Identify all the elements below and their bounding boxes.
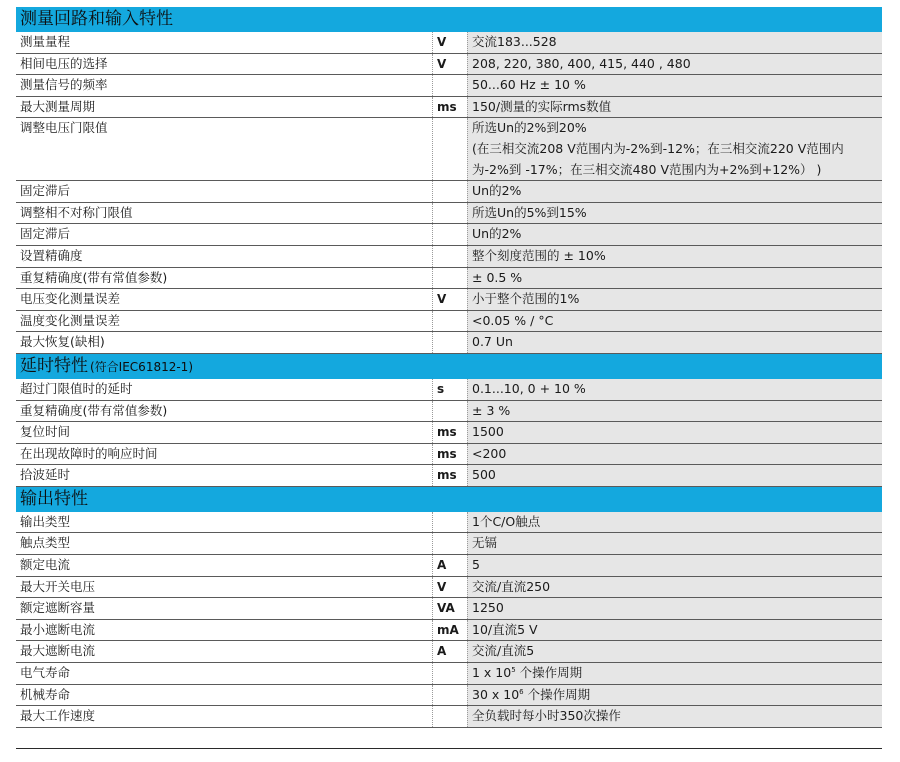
param-name: 最大开关电压 <box>16 577 432 598</box>
param-name: 电气寿命 <box>16 663 432 684</box>
param-value <box>467 332 882 353</box>
param-value <box>467 75 882 96</box>
value-line: 0.1...10, 0 + 10 % <box>472 380 586 396</box>
table-row <box>16 444 882 466</box>
value-line: 所选Un的2%到20% <box>472 120 587 136</box>
param-unit <box>432 533 467 554</box>
param-unit <box>432 181 467 202</box>
value-line: 150/测量的实际rms数值 <box>472 98 612 114</box>
param-name: 在出现故障时的响应时间 <box>16 444 432 465</box>
spec-sheet <box>16 7 882 728</box>
table-row <box>16 379 882 401</box>
table-row <box>16 555 882 577</box>
param-value <box>467 465 882 486</box>
param-value <box>467 401 882 422</box>
value-line: 5 <box>472 557 480 573</box>
param-value <box>467 444 882 465</box>
value-line: 整个刻度范围的 ± 10% <box>472 247 606 263</box>
value-line: 为-2%到 -17%；在三相交流480 V范围内为+2%到+12%） ) <box>472 161 822 177</box>
value-line <box>472 685 878 706</box>
param-unit: ms <box>432 422 467 443</box>
value-line: 0.7 Un <box>472 334 513 350</box>
param-name: 测量信号的频率 <box>16 75 432 96</box>
param-unit <box>432 203 467 224</box>
param-name: 重复精确度(带有常值参数) <box>16 268 432 289</box>
table-row <box>16 268 882 290</box>
value-suffix: 个操作周期 <box>515 665 583 681</box>
table-row <box>16 75 882 97</box>
param-unit: ms <box>432 444 467 465</box>
table-row <box>16 641 882 663</box>
param-value <box>467 577 882 598</box>
table-row <box>16 311 882 333</box>
param-name: 最大工作速度 <box>16 706 432 727</box>
param-name: 最大遮断电流 <box>16 641 432 662</box>
bottom-rule <box>16 748 882 749</box>
param-value <box>467 54 882 75</box>
param-value <box>467 32 882 53</box>
value-line: Un的2% <box>472 183 522 199</box>
param-unit: ms <box>432 465 467 486</box>
param-name: 设置精确度 <box>16 246 432 267</box>
param-value <box>467 379 882 400</box>
param-name: 超过门限值时的延时 <box>16 379 432 400</box>
table-row <box>16 598 882 620</box>
param-name: 最小遮断电流 <box>16 620 432 641</box>
param-unit: V <box>432 54 467 75</box>
param-unit: A <box>432 641 467 662</box>
param-name: 调整电压门限值 <box>16 118 432 180</box>
param-name: 电压变化测量误差 <box>16 289 432 310</box>
value-line: 1250 <box>472 600 504 616</box>
value-line: <0.05 % / °C <box>472 312 554 328</box>
param-name: 测量量程 <box>16 32 432 53</box>
table-row <box>16 465 882 487</box>
param-name: 重复精确度(带有常值参数) <box>16 401 432 422</box>
param-name: 输出类型 <box>16 512 432 533</box>
value-line <box>472 663 878 684</box>
param-unit: ms <box>432 97 467 118</box>
section-title: 输出特性 <box>20 488 88 509</box>
value-line: <200 <box>472 445 507 461</box>
value-base: 1 x 10 <box>472 665 512 681</box>
param-unit <box>432 663 467 684</box>
param-name: 触点类型 <box>16 533 432 554</box>
value-line: 500 <box>472 467 496 483</box>
value-line: 交流/直流5 <box>472 643 535 659</box>
param-unit <box>432 706 467 727</box>
param-value <box>467 555 882 576</box>
param-name: 额定电流 <box>16 555 432 576</box>
param-value <box>467 97 882 118</box>
param-unit: V <box>432 577 467 598</box>
param-unit: VA <box>432 598 467 619</box>
table-row <box>16 706 882 728</box>
table-row <box>16 512 882 534</box>
table-row <box>16 289 882 311</box>
table-row <box>16 577 882 599</box>
param-unit <box>432 311 467 332</box>
section-header <box>16 354 882 379</box>
section-subtitle: (符合IEC61812-1) <box>90 359 194 374</box>
table-row <box>16 118 882 181</box>
value-base: 30 x 10 <box>472 686 520 702</box>
table-row <box>16 401 882 423</box>
table-row <box>16 422 882 444</box>
param-name: 最大恢复(缺相) <box>16 332 432 353</box>
param-value <box>467 289 882 310</box>
param-unit <box>432 268 467 289</box>
param-unit: s <box>432 379 467 400</box>
value-suffix: 个操作周期 <box>523 686 591 702</box>
table-row <box>16 332 882 354</box>
param-value <box>467 641 882 662</box>
table-row <box>16 620 882 642</box>
param-unit: V <box>432 32 467 53</box>
table-row <box>16 224 882 246</box>
param-value <box>467 224 882 245</box>
param-unit <box>432 118 467 180</box>
param-name: 复位时间 <box>16 422 432 443</box>
param-unit: V <box>432 289 467 310</box>
param-value <box>467 512 882 533</box>
param-value <box>467 181 882 202</box>
param-unit <box>432 75 467 96</box>
param-value <box>467 246 882 267</box>
value-line: 全负载时每小时350次操作 <box>472 708 621 724</box>
table-row <box>16 54 882 76</box>
param-name: 温度变化测量误差 <box>16 311 432 332</box>
param-value <box>467 118 882 180</box>
section-header <box>16 487 882 512</box>
param-value <box>467 663 882 684</box>
param-value <box>467 203 882 224</box>
param-value <box>467 706 882 727</box>
value-line: ± 3 % <box>472 402 511 418</box>
param-name: 调整相不对称门限值 <box>16 203 432 224</box>
value-line: Un的2% <box>472 226 522 242</box>
param-name: 拾波延时 <box>16 465 432 486</box>
param-unit: mA <box>432 620 467 641</box>
value-line: 208, 220, 380, 400, 415, 440 , 480 <box>472 55 691 71</box>
param-value <box>467 533 882 554</box>
param-value <box>467 598 882 619</box>
param-unit: A <box>432 555 467 576</box>
param-value <box>467 311 882 332</box>
value-line: 10/直流5 V <box>472 621 538 637</box>
param-name: 固定滞后 <box>16 224 432 245</box>
value-exponent: 5 <box>511 665 516 674</box>
section-title: 延时特性 <box>20 355 88 376</box>
param-unit <box>432 512 467 533</box>
param-value <box>467 620 882 641</box>
section-header <box>16 7 882 32</box>
value-line: 交流/直流250 <box>472 578 551 594</box>
param-name: 固定滞后 <box>16 181 432 202</box>
value-line: 所选Un的5%到15% <box>472 204 587 220</box>
value-exponent: 6 <box>519 687 524 696</box>
param-name: 相间电压的选择 <box>16 54 432 75</box>
param-name: 最大测量周期 <box>16 97 432 118</box>
value-line: 1个C/O触点 <box>472 513 541 529</box>
param-value <box>467 422 882 443</box>
param-value <box>467 268 882 289</box>
value-line: 小于整个范围的1% <box>472 291 580 307</box>
value-line: 1500 <box>472 424 504 440</box>
param-unit <box>432 224 467 245</box>
value-line: (在三相交流208 V范围内为-2%到-12%；在三相交流220 V范围内 <box>472 140 844 156</box>
table-row <box>16 181 882 203</box>
section-title: 测量回路和输入特性 <box>20 9 173 29</box>
value-line: ± 0.5 % <box>472 269 523 285</box>
value-line: 50...60 Hz ± 10 % <box>472 77 586 93</box>
value-line: 无镉 <box>472 535 498 551</box>
table-row <box>16 97 882 119</box>
table-row <box>16 533 882 555</box>
table-row <box>16 32 882 54</box>
param-unit <box>432 685 467 706</box>
param-unit <box>432 332 467 353</box>
table-row <box>16 203 882 225</box>
param-name: 额定遮断容量 <box>16 598 432 619</box>
param-name: 机械寿命 <box>16 685 432 706</box>
param-unit <box>432 401 467 422</box>
table-row <box>16 685 882 707</box>
table-row <box>16 663 882 685</box>
value-line: 交流183...528 <box>472 34 557 49</box>
param-unit <box>432 246 467 267</box>
table-row <box>16 246 882 268</box>
param-value <box>467 685 882 706</box>
